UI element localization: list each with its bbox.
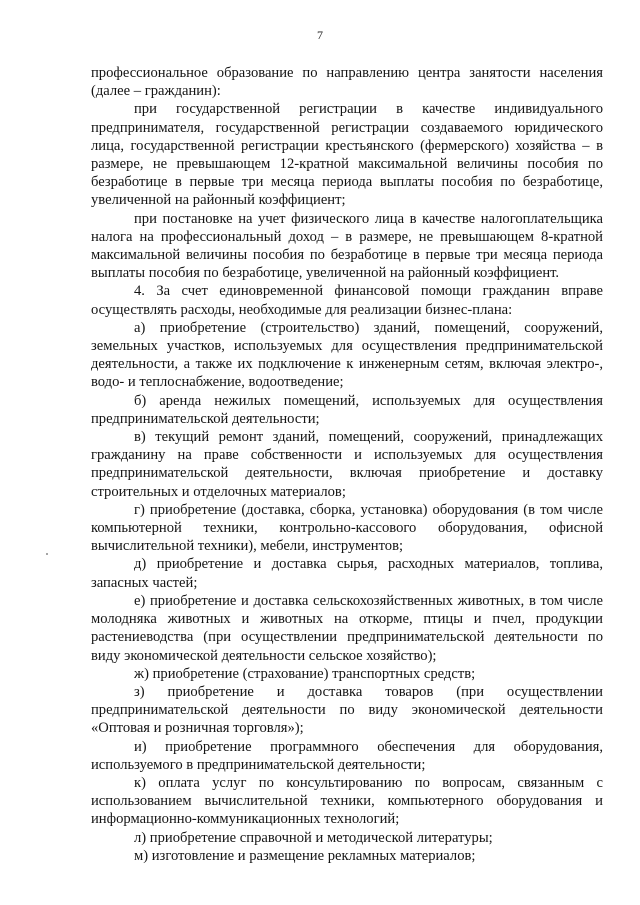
paragraph-intro-continuation: профессиональное образование по направлению центра занятости населения (далее – гражданин): [91,65,603,100]
list-item-a: а) приобретение (строительство) зданий, помещений, сооружений, земельных участков, используемых для осуществления предпринимательской деятельности, а также их подключение к инженерным сетям, включая электро-, водо- и теплоснабжение, водоотведение; [91,319,603,391]
paragraph-registration-ip: при государственной регистрации в качестве индивидуального предпринимателя, государственной регистрации создаваемого юридического лица, государственной регистрации крестьянского (фермерского) хозяйства – в размере, не превышающем 12-кратной максимальной величины пособия по безработице в первые три месяца периода выплаты пособия по безработице, увеличенной на районный коэффициент; [91,101,603,209]
list-item-l: л) приобретение справочной и методической литературы; [134,829,493,846]
list-item-k: к) оплата услуг по консультированию по вопросам, связанным с использованием вычислительной техники, компьютерного оборудования и информационно-коммуникационных технологий; [91,774,603,828]
list-item-i: и) приобретение программного обеспечения для оборудования, используемого в предпринимательской деятельности; [91,738,603,773]
list-item-m: м) изготовление и размещение рекламных материалов; [134,847,476,864]
list-item-b: б) аренда нежилых помещений, используемых для осуществления предпринимательской деятельности; [91,392,603,427]
document-body [91,64,603,865]
paragraph-self-employed: при постановке на учет физического лица в качестве налогоплательщика налога на профессиональный доход – в размере, не превышающем 8-кратной максимальной величины пособия по безработице в первые три месяца периода выплаты пособия по безработице, увеличенной на районный коэффициент. [91,210,603,282]
page-number: 7 [317,28,323,42]
list-item-g: г) приобретение (доставка, сборка, установка) оборудования (в том числе компьютерной техники, контрольно-кассового оборудования, офисной вычислительной техники), мебели, инструментов; [91,501,603,555]
list-item-e: е) приобретение и доставка сельскохозяйственных животных, в том числе молодняка животных и животных на откорме, птицы и пчел, продукции растениеводства (при осуществлении предпринимательской деятельности по виду экономической деятельности сельское хозяйство); [91,592,603,664]
paragraph-item-4: 4. За счет единовременной финансовой помощи гражданин вправе осуществлять расходы, необходимые для реализации бизнес-плана: [91,283,603,318]
list-item-d: д) приобретение и доставка сырья, расходных материалов, топлива, запасных частей; [91,556,603,591]
list-item-v: в) текущий ремонт зданий, помещений, сооружений, принадлежащих гражданину на праве собственности и используемых для осуществления предпринимательской деятельности, включая приобретение и доставку строительных и отделочных материалов; [91,429,603,500]
scan-speck [46,553,48,555]
list-item-z: з) приобретение и доставка товаров (при осуществлении предпринимательской деятельности по виду экономической деятельности «Оптовая и розничная торговля»); [91,683,603,737]
list-item-zh: ж) приобретение (страхование) транспортных средств; [134,665,476,682]
